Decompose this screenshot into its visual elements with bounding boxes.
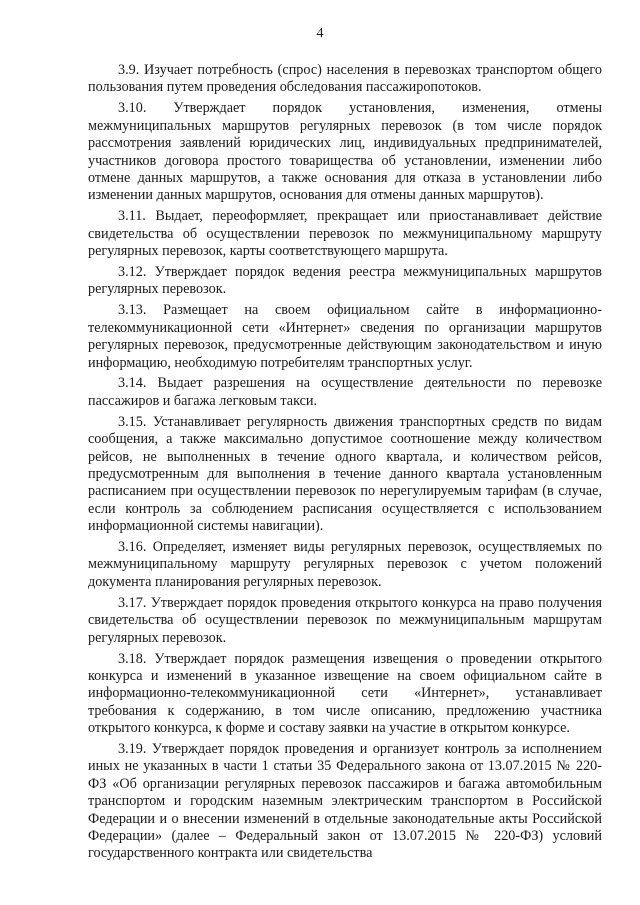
paragraph-3-14: 3.14. Выдает разрешения на осуществление деятельности по перевозке пассажиров и багажа легковым такси. <box>88 375 602 409</box>
paragraph-3-18: 3.18. Утверждает порядок размещения извещения о проведении открытого конкурса и изменений в указанное извещение на своем официальном сайте в информационно-телекоммуникационной сети «Интернет», устанавливает требования к содержанию, в том числе описанию, предложению участника открытого конкурса, к форме и составу заявки на участие в открытом конкурсе. <box>88 650 602 737</box>
paragraph-3-11: 3.11. Выдает, переоформляет, прекращает или приостанавливает действие свидетельства об осуществлении перевозок по межмуниципальному маршруту регулярных перевозок, карты соответствующего маршрута. <box>88 208 602 260</box>
paragraph-3-16: 3.16. Определяет, изменяет виды регулярных перевозок, осуществляемых по межмуниципальному маршруту регулярных перевозок с учетом положений документа планирования регулярных перевозок. <box>88 539 602 590</box>
paragraph-3-19: 3.19. Утверждает порядок проведения и организует контроль за исполнением иных не указанных в части 1 статьи 35 Федерального закона от 13.07.2015 № 220-ФЗ «Об организации регулярных перевозок пассажиров и багажа автомобильным транспортом и городским наземным электрическим транспортом в Российской Федерации и о внесении изменений в отдельные законодательные акты Российской Федерации» (далее – Федеральный закон от 13.07.2015 № 220-ФЗ) условий государственного контракта или свидетельства <box>88 741 602 862</box>
paragraph-3-9: 3.9. Изучает потребность (спрос) населения в перевозках транспортом общего пользования путем проведения обследования пассажиропотоков. <box>88 62 602 96</box>
paragraph-3-12: 3.12. Утверждает порядок ведения реестра межмуниципальных маршрутов регулярных перевозок. <box>88 263 602 298</box>
page-number: 4 <box>316 26 324 41</box>
paragraph-3-17: 3.17. Утверждает порядок проведения открытого конкурса на право получения свидетельства об осуществлении перевозок по межмуниципальным маршрутам регулярных перевозок. <box>88 594 602 646</box>
paragraph-3-10: 3.10. Утверждает порядок установления, изменения, отмены межмуниципальных маршрутов регулярных перевозок (в том числе порядок рассмотрения заявлений юридических лиц, индивидуальных предпринимателей, участников договора простого товарищества об установлении, изменении либо отмене данных маршрутов, а также основания для отказа в установлении либо изменении данных маршрутов, основания для отмены данных маршрутов). <box>88 100 602 204</box>
paragraph-3-15: 3.15. Устанавливает регулярность движения транспортных средств по видам сообщения, а также максимально допустимое соотношение между количеством рейсов, не выполненных в течение одного квартала, и количеством рейсов, предусмотренным для выполнения в течение данного квартала установленным расписанием при осуществлении перевозок по нерегулируемым тарифам (в случае, если контроль за соблюдением расписания осуществляется с использованием информационной системы навигации). <box>88 413 602 535</box>
paragraph-3-13: 3.13. Размещает на своем официальном сайте в информационно-телекоммуникационной сети «Интернет» сведения по организации маршрутов регулярных перевозок, предусмотренные действующим законодательством и иную информацию, необходимую потребителям транспортных услуг. <box>88 302 602 371</box>
document-body <box>88 62 602 866</box>
